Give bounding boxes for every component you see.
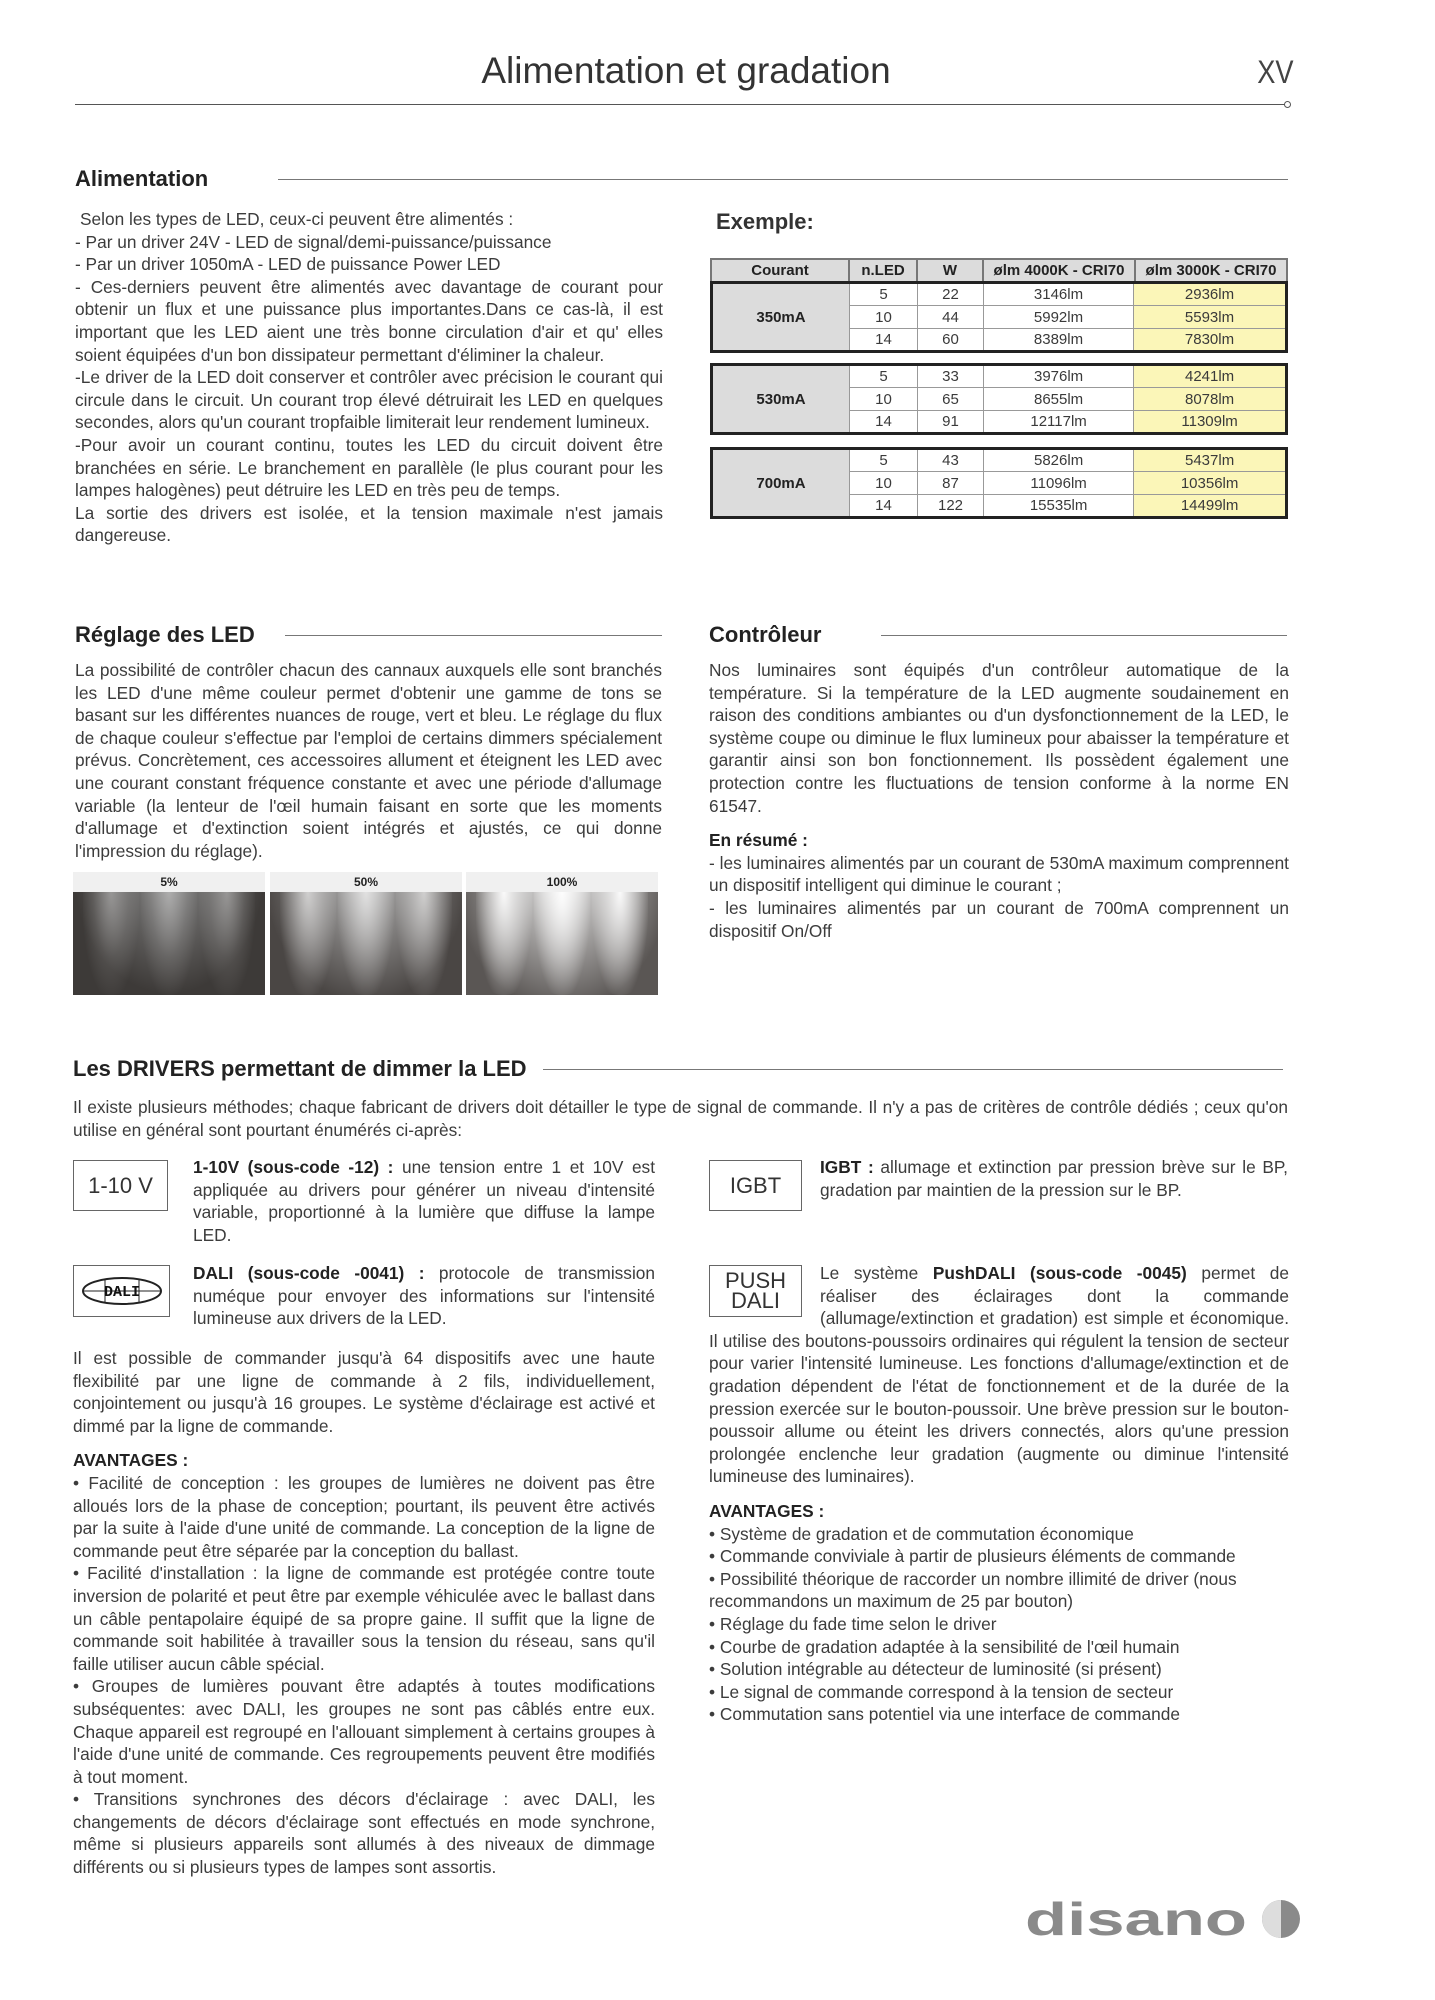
term: DALI (sous-code -0041) :	[193, 1263, 425, 1283]
table-cell: 8655lm	[984, 388, 1134, 411]
table-cell: 122	[918, 495, 984, 518]
panel-label: 5%	[73, 872, 265, 892]
panel-label: 50%	[270, 872, 462, 892]
icon-spacer	[709, 1262, 820, 1328]
definition: une tension entre 1 et 10V est appliquée au drivers pour générer un niveau d'intensité variable, proportionné à la lumière que diffuse la lampe LED.	[193, 1157, 655, 1245]
light-beam	[592, 892, 648, 995]
table-cell: 10	[850, 472, 918, 495]
heading-text: Réglage des LED	[75, 622, 255, 647]
dali-description	[193, 1262, 655, 1330]
table-cell: 22	[918, 283, 984, 306]
table-cell: 33	[918, 365, 984, 388]
table-cell: 8078lm	[1134, 388, 1287, 411]
resume-heading: En résumé :	[709, 830, 808, 851]
heading-rule	[881, 635, 1287, 636]
table-cell: 5826lm	[984, 449, 1134, 472]
table-cell: 2936lm	[1134, 283, 1287, 306]
panel-label: 100%	[466, 872, 658, 892]
dali-logo-text: DALI	[103, 1284, 140, 1301]
section-heading-controleur	[709, 622, 1287, 648]
table-cell: 14	[850, 411, 918, 434]
igbt-icon: IGBT	[709, 1160, 802, 1211]
advantage-item: • Commande conviviale à partir de plusieurs éléments de commande	[709, 1546, 1236, 1567]
advantage-item: • Courbe de gradation adaptée à la sensibilité de l'œil humain	[709, 1636, 1180, 1657]
table-cell: 11309lm	[1134, 411, 1287, 434]
light-beam	[534, 892, 590, 995]
paragraph: - les luminaires alimentés par un courant de 700mA comprennent un dispositif On/Off	[709, 897, 1289, 941]
table-row	[712, 283, 1287, 306]
current-group-700mA	[710, 447, 1288, 519]
table-cell: 44	[918, 306, 984, 329]
advantage-item: • Commutation sans potentiel via une interface de commande	[709, 1704, 1180, 1725]
advantage-item: • Réglage du fade time selon le driver	[709, 1613, 997, 1634]
table-cell: 4241lm	[1134, 365, 1287, 388]
table-cell: 87	[918, 472, 984, 495]
column-header: ølm 3000K - CRI70	[1135, 259, 1287, 282]
dali-details	[73, 1347, 655, 1879]
paragraph: Nos luminaires sont équipés d'un contrôleur automatique de la température. Si la température de la LED augmente soudainement en raison des conditions ambiantes ou d'un dysfonctionnement de la LED, le système coupe ou diminue le flux lumineux pour abaisser la température et garantir ainsi son bon fonctionnement. Ils possèdent également une protection contre les fluctuations de tension conforme à la norme EN 61547.	[709, 660, 1289, 816]
column-header: n.LED	[849, 259, 917, 282]
term: PushDALI (sous-code -0045)	[932, 1263, 1187, 1283]
table-cell: 14499lm	[1134, 495, 1287, 518]
header-divider-dot	[1284, 101, 1291, 108]
advantage-item: • Facilité d'installation : la ligne de commande est protégée contre toute inversion de polarité et peut être par exemple véhiculée avec le ballast dans un câble pentapolaire équipé de sa propre gaine. Il suffit que la ligne de commande soit habilitée à travailler sous la tension du réseau, sans qu'il faille utiliser aucun câble spécial.	[73, 1563, 655, 1674]
section-heading-reglage	[75, 622, 662, 648]
table-cell: 14	[850, 495, 918, 518]
svg-text:disano: disano	[1025, 1893, 1247, 1941]
table-row	[712, 449, 1287, 472]
table-cell: 14	[850, 329, 918, 352]
definition: protocole de transmission numéque pour envoyer des informations sur l'intensité lumineuse aux drivers de la LED.	[193, 1263, 656, 1329]
current-cell: 350mA	[712, 283, 850, 352]
dimming-panel-100	[466, 872, 658, 995]
table-cell: 5437lm	[1134, 449, 1287, 472]
paragraph: -Le driver de la LED doit conserver et contrôler avec précision le courant qui circule dans le circuit. Un courant trop élevé détruirait les LED en quelques secondes, alors qu'un courant tropfaible limiterait leur rendement lumineux.	[75, 367, 663, 433]
disano-logo	[1025, 1893, 1305, 1946]
paragraph: - Par un driver 24V - LED de signal/demi-puissance/puissance	[75, 231, 552, 252]
light-beam	[476, 892, 532, 995]
paragraph: - Par un driver 1050mA - LED de puissance Power LED	[75, 254, 501, 275]
column-header: ølm 4000K - CRI70	[983, 259, 1135, 282]
icon-text: PUSH	[724, 1268, 787, 1293]
paragraph: - Ces-derniers peuvent être alimentés avec davantage de courant pour obtenir un flux et une puissance plus importantes.Dans ce cas-là, il est important que les LED aient une très bonne circulation d'air et qu' elles soient équipées d'un bon dissipateur permettant d'éliminer la chaleur.	[75, 276, 663, 365]
light-beam	[396, 892, 452, 995]
section-heading-alimentation	[75, 166, 1288, 192]
controleur-text	[709, 659, 1289, 942]
table-cell: 10356lm	[1134, 472, 1287, 495]
definition: allumage et extinction par pression brève sur le BP, gradation par maintien de la pression sur le BP.	[820, 1157, 1288, 1200]
page-title: Alimentation et gradation	[481, 50, 891, 91]
dimming-panel-5	[73, 872, 265, 995]
table-cell: 91	[918, 411, 984, 434]
drivers-intro: Il existe plusieurs méthodes; chaque fabricant de drivers doit détailler le type de signal de commande. Il n'y a pas de critères de contrôle dédiés ; ceux qu'on utilise en général sont pourtant énumérés ci-après:	[73, 1097, 1288, 1140]
light-beam	[338, 892, 394, 995]
table-cell: 3976lm	[984, 365, 1134, 388]
table-cell: 65	[918, 388, 984, 411]
table-cell: 10	[850, 306, 918, 329]
term: 1-10V (sous-code -12) :	[193, 1157, 394, 1177]
paragraph: - les luminaires alimentés par un courant de 530mA maximum comprennent un dispositif intelligent qui diminue le courant ;	[709, 852, 1289, 896]
table-cell: 43	[918, 449, 984, 472]
light-beam	[280, 892, 336, 995]
paragraph: Selon les types de LED, ceux-ci peuvent être alimentés :	[80, 209, 514, 229]
definition: permet de réaliser des éclairages dont la commande (allumage/extinction et gradation) est simple et économique. Il utilise des boutons-poussoirs ordinaires qui régulent la tension de secteur pour varier l'intensité lumineuse. Les fonctions d'allumage/extinction et de gradation dépendent de l'état de fonctionnement et de la durée de la pression exercée sur le bouton-poussoir. Une brève pression sur le bouton-poussoir allume ou éteint les drivers connectés, alors qu'une pression prolongée enclenche leur gradation (augmente ou diminue l'intensité lumineuse des luminaires).	[709, 1263, 1289, 1487]
heading-text: Alimentation	[75, 166, 209, 191]
paragraph: La sortie des drivers est isolée, et la tension maximale n'est jamais dangereuse.	[75, 502, 663, 546]
advantage-item: • Groupes de lumières pouvant être adaptés à toutes modifications subséquentes: avec DALI, les groupes ne sont pas câblés entre eux. Chaque appareil est regroupé en l'allouant simplement à certains groupes à l'aide d'une unité de commande. Ces regroupements peuvent être modifiés à tout moment.	[73, 1676, 655, 1787]
column-header: Courant	[711, 259, 849, 282]
header-divider	[75, 104, 1288, 105]
current-cell: 700mA	[712, 449, 850, 518]
advantage-item: • Système de gradation et de commutation économique	[709, 1523, 1134, 1544]
heading-rule	[285, 635, 662, 636]
example-heading: Exemple:	[716, 209, 814, 234]
table-cell: 10	[850, 388, 918, 411]
dali-logo-icon	[73, 1265, 170, 1317]
table-cell: 8389lm	[984, 329, 1134, 352]
advantage-item: • Possibilité théorique de raccorder un nombre illimité de driver (nous recommandons un maximum de 25 par bouton)	[709, 1568, 1237, 1612]
table-cell: 5593lm	[1134, 306, 1287, 329]
light-beam	[83, 892, 139, 995]
term: IGBT :	[820, 1157, 874, 1177]
alimentation-text	[75, 208, 663, 547]
1-10v-description	[193, 1156, 655, 1246]
reglage-text: La possibilité de contrôler chacun des cannaux auxquels elle sont branchés les LED d'une même couleur permet d'obtenir une gamme de tons se basant sur les différentes nuances de rouge, vert et bleu. Le réglage du flux de chaque couleur s'effectue par l'emploi de certains dimmers spécialement prévus. Concrètement, ces accessoires allument et éteignent les LED avec une courant constant fréquence constante et avec une période d'allumage variable (la lenteur de l'œil humain faisant en sorte que les moments d'allumage et d'extinction soient intégrés et ajustés, ce qui donne l'impression du réglage).	[75, 660, 662, 861]
heading-text: Les DRIVERS permettant de dimmer la LED	[73, 1056, 527, 1081]
table-cell: 3146lm	[984, 283, 1134, 306]
advantage-item: • Solution intégrable au détecteur de luminosité (si présent)	[709, 1659, 1162, 1680]
page-number: XV	[1257, 54, 1294, 90]
heading-rule	[543, 1069, 1283, 1070]
table-cell: 7830lm	[1134, 329, 1287, 352]
advantage-item: • Facilité de conception : les groupes de lumières ne doivent pas être alloués lors de la phase de conception; pourtant, ils peuvent être activés par la suite à l'aide d'une unité de commande. La conception de la ligne de commande peut être séparée par la conception du ballast.	[73, 1472, 655, 1561]
table-cell: 5992lm	[984, 306, 1134, 329]
section-heading-drivers	[73, 1056, 1283, 1082]
light-beam	[199, 892, 255, 995]
current-group-350mA	[710, 281, 1288, 353]
advantage-item: • Transitions synchrones des décors d'éclairage : avec DALI, les changements de décors d'éclairage sont effectués en mode synchrone, même si plusieurs appareils sont allumés à des niveaux de dimmage différents ou si plusieurs types de lampes sont assortis.	[73, 1789, 655, 1878]
heading-rule	[278, 179, 1288, 180]
current-cell: 530mA	[712, 365, 850, 434]
icon-text: DALI	[731, 1288, 780, 1313]
light-beam	[141, 892, 197, 995]
paragraph: -Pour avoir un courant continu, toutes les LED du circuit doivent être branchées en série. Le branchement en parallèle (le plus courant pour les lampes halogènes) peut détruire les LED en très peu de temps.	[75, 434, 663, 501]
column-header: W	[917, 259, 983, 282]
table-cell: 11096lm	[984, 472, 1134, 495]
table-cell: 5	[850, 449, 918, 472]
push-dali-description	[709, 1262, 1289, 1726]
table-row	[712, 365, 1287, 388]
advantages-heading: AVANTAGES :	[709, 1500, 825, 1521]
advantage-item: • Le signal de commande correspond à la tension de secteur	[709, 1681, 1174, 1702]
table-cell: 60	[918, 329, 984, 352]
table-cell: 15535lm	[984, 495, 1134, 518]
intro: Le système	[820, 1263, 933, 1283]
table-cell: 5	[850, 283, 918, 306]
1-10v-icon: 1-10 V	[73, 1160, 168, 1211]
table-header	[710, 258, 1288, 283]
dimming-panel-50	[270, 872, 462, 995]
table-cell: 5	[850, 365, 918, 388]
igbt-description	[820, 1156, 1288, 1201]
advantages-heading: AVANTAGES :	[73, 1450, 189, 1471]
table-cell: 12117lm	[984, 411, 1134, 434]
paragraph: Il est possible de commander jusqu'à 64 dispositifs avec une haute flexibilité par une ligne de commande à 2 fils, individuellement, conjointement ou jusqu'à 16 groupes. Le système d'éclairage est activé et dimmé par la ligne de commande.	[73, 1348, 655, 1436]
heading-text: Contrôleur	[709, 622, 822, 647]
current-group-530mA	[710, 363, 1288, 435]
